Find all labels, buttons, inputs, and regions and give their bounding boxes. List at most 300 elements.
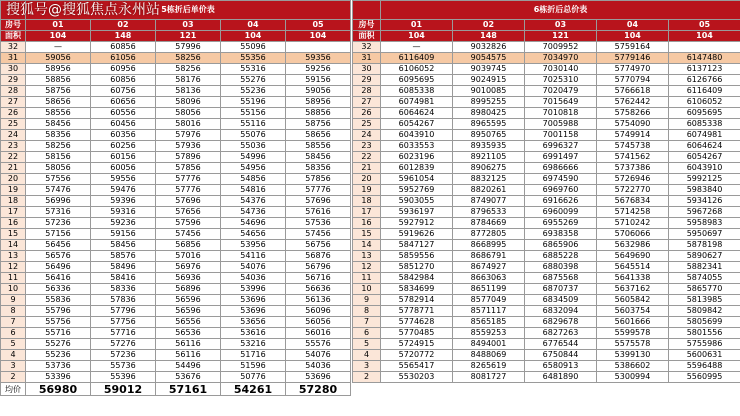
price-cell: 53676: [156, 372, 221, 383]
price-cell: 57776: [156, 174, 221, 185]
table-row: [1, 163, 351, 174]
price-cell: 57616: [286, 207, 351, 218]
price-cell: 5958983: [669, 218, 740, 229]
price-cell: 6750844: [525, 350, 597, 361]
table-row: [1, 196, 351, 207]
price-cell: 58756: [286, 119, 351, 130]
unit-header: 05: [669, 20, 740, 31]
price-cell: 57996: [156, 42, 221, 53]
price-cell: 5834699: [381, 284, 453, 295]
price-cell: 5749914: [597, 130, 669, 141]
price-cell: 6054267: [669, 152, 740, 163]
price-cell: 60856: [91, 75, 156, 86]
price-cell: 57856: [156, 163, 221, 174]
price-cell: 59476: [91, 185, 156, 196]
price-cell: 58016: [156, 119, 221, 130]
price-cell: 5596488: [669, 361, 740, 372]
price-cell: 58656: [26, 97, 91, 108]
floor-cell: 5: [1, 339, 26, 350]
price-cell: 8488069: [453, 350, 525, 361]
floor-cell: 3: [353, 361, 381, 372]
price-cell: 58096: [156, 97, 221, 108]
price-cell: 60856: [91, 42, 156, 53]
price-cell: 60956: [91, 64, 156, 75]
table-row: [353, 372, 740, 383]
price-cell: 60756: [91, 86, 156, 97]
price-cell: 58416: [91, 273, 156, 284]
price-cell: 58556: [26, 108, 91, 119]
price-cell: 53956: [221, 240, 286, 251]
price-cell: 58356: [26, 130, 91, 141]
price-cell: 6986666: [525, 163, 597, 174]
table-row: [1, 372, 351, 383]
price-cell: 56936: [156, 273, 221, 284]
floor-cell: 25: [353, 119, 381, 130]
price-cell: 5770794: [597, 75, 669, 86]
area-label: 面积: [1, 31, 26, 42]
price-cell: 53996: [221, 284, 286, 295]
price-cell: 8559253: [453, 328, 525, 339]
table-row: [1, 262, 351, 273]
floor-cell: 15: [353, 229, 381, 240]
price-cell: 5575578: [597, 339, 669, 350]
floor-cell: 6: [353, 328, 381, 339]
price-cell: 56896: [156, 284, 221, 295]
price-cell: 58356: [286, 163, 351, 174]
price-cell: 58336: [91, 284, 156, 295]
floor-cell: 14: [353, 240, 381, 251]
floor-cell: 3: [1, 361, 26, 372]
price-cell: 60156: [91, 152, 156, 163]
table-row: [1, 64, 351, 75]
price-cell: 58556: [286, 141, 351, 152]
price-cell: 6023196: [381, 152, 453, 163]
floor-cell: 4: [1, 350, 26, 361]
area-header: 148: [453, 31, 525, 42]
price-cell: 6880398: [525, 262, 597, 273]
floor-cell: 30: [353, 64, 381, 75]
floor-cell: 31: [1, 53, 26, 64]
table-row: [1, 119, 351, 130]
price-cell: 55036: [221, 141, 286, 152]
table-row: [1, 306, 351, 317]
price-cell: 5779146: [597, 53, 669, 64]
price-cell: 5847127: [381, 240, 453, 251]
average-cell: 57161: [156, 383, 221, 396]
price-cell: 5961054: [381, 174, 453, 185]
price-cell: 54996: [221, 152, 286, 163]
header-area-row: [1, 31, 351, 42]
price-cell: 8995255: [453, 97, 525, 108]
price-cell: 5759164: [597, 42, 669, 53]
floor-cell: 23: [353, 141, 381, 152]
price-cell: 59256: [286, 64, 351, 75]
price-cell: 5565417: [381, 361, 453, 372]
price-cell: 56976: [156, 262, 221, 273]
price-cell: 5603754: [597, 306, 669, 317]
price-cell: 56016: [286, 328, 351, 339]
table-row: [353, 97, 740, 108]
price-cell: 54116: [221, 251, 286, 262]
average-row: [1, 383, 351, 396]
price-cell: 6095695: [669, 108, 740, 119]
price-cell: 6116409: [381, 53, 453, 64]
price-cell: 55836: [26, 295, 91, 306]
floor-cell: 28: [1, 86, 26, 97]
price-cell: 6064624: [669, 141, 740, 152]
table-row: [353, 130, 740, 141]
price-cell: 6829678: [525, 317, 597, 328]
price-cell: 5950697: [669, 229, 740, 240]
table-row: [353, 185, 740, 196]
price-cell: 5724915: [381, 339, 453, 350]
price-cell: 5774970: [597, 64, 669, 75]
price-cell: 5645514: [597, 262, 669, 273]
price-cell: 59316: [91, 207, 156, 218]
price-cell: 55096: [221, 42, 286, 53]
price-cell: 56756: [286, 240, 351, 251]
floor-cell: 19: [353, 185, 381, 196]
price-cell: 58656: [286, 130, 351, 141]
price-cell: 56116: [156, 350, 221, 361]
price-cell: 58956: [286, 97, 351, 108]
table-row: [1, 273, 351, 284]
price-cell: 5706066: [597, 229, 669, 240]
price-cell: 55316: [221, 64, 286, 75]
price-cell: 5903055: [381, 196, 453, 207]
table-row: [1, 284, 351, 295]
table-row: [1, 174, 351, 185]
price-cell: 7034970: [525, 53, 597, 64]
price-cell: 60456: [91, 119, 156, 130]
price-cell: 57476: [26, 185, 91, 196]
price-cell: 8081727: [453, 372, 525, 383]
price-cell: 53656: [221, 317, 286, 328]
price-cell: 5805699: [669, 317, 740, 328]
price-cell: 8784669: [453, 218, 525, 229]
price-cell: 8820261: [453, 185, 525, 196]
floor-cell: 26: [1, 108, 26, 119]
price-cell: 7020479: [525, 86, 597, 97]
table-row: [353, 350, 740, 361]
price-cell: 57836: [91, 295, 156, 306]
header-unit-row: [1, 20, 351, 31]
price-cell: 6085338: [669, 119, 740, 130]
price-cell: 6955269: [525, 218, 597, 229]
price-cell: 56056: [286, 317, 351, 328]
unit-header: 04: [597, 20, 669, 31]
price-cell: 59156: [286, 75, 351, 86]
price-cell: 8668995: [453, 240, 525, 251]
price-cell: 5778771: [381, 306, 453, 317]
table-row: [353, 174, 740, 185]
price-cell: 5599578: [597, 328, 669, 339]
price-cell: 7009952: [525, 42, 597, 53]
floor-cell: 26: [353, 108, 381, 119]
average-cell: 54261: [221, 383, 286, 396]
price-cell: 59156: [91, 229, 156, 240]
price-cell: 55356: [221, 53, 286, 64]
floor-cell: 14: [1, 240, 26, 251]
floor-cell: 11: [1, 273, 26, 284]
price-cell: 6580913: [525, 361, 597, 372]
price-cell: 53696: [221, 306, 286, 317]
area-header: 121: [525, 31, 597, 42]
floor-cell: 32: [1, 42, 26, 53]
title-spacer: [353, 1, 381, 20]
price-cell: 57536: [286, 218, 351, 229]
price-cell: 8935935: [453, 141, 525, 152]
price-cell: 6974590: [525, 174, 597, 185]
table-row: [1, 328, 351, 339]
price-cell: 56876: [286, 251, 351, 262]
price-cell: 56456: [26, 240, 91, 251]
floor-cell: 10: [1, 284, 26, 295]
price-cell: 58456: [286, 152, 351, 163]
price-cell: 54956: [221, 163, 286, 174]
area-header: 104: [597, 31, 669, 42]
table-row: [353, 64, 740, 75]
price-cell: 8674927: [453, 262, 525, 273]
price-cell: 5890627: [669, 251, 740, 262]
price-cell: 58856: [26, 75, 91, 86]
price-cell: 50776: [221, 372, 286, 383]
price-cell: 56576: [26, 251, 91, 262]
floor-cell: 13: [1, 251, 26, 262]
price-cell: 8749077: [453, 196, 525, 207]
table-row: [353, 251, 740, 262]
floor-cell: 20: [353, 174, 381, 185]
price-cell: 58056: [156, 108, 221, 119]
price-cell: 57936: [156, 141, 221, 152]
price-cell: 60256: [91, 141, 156, 152]
table-row: [1, 97, 351, 108]
price-cell: 57156: [26, 229, 91, 240]
price-cell: 5927912: [381, 218, 453, 229]
header-area-row: [353, 31, 740, 42]
price-cell: 6776544: [525, 339, 597, 350]
price-cell: 6832094: [525, 306, 597, 317]
table-row: [1, 229, 351, 240]
floor-cell: 9: [353, 295, 381, 306]
price-cell: 5874055: [669, 273, 740, 284]
table-row: [1, 251, 351, 262]
price-cell: 58856: [286, 108, 351, 119]
price-cell: 55576: [286, 339, 351, 350]
price-cell: 5766618: [597, 86, 669, 97]
price-cell: 8686791: [453, 251, 525, 262]
floor-cell: 25: [1, 119, 26, 130]
price-cell: [286, 42, 351, 53]
price-cell: 59396: [91, 196, 156, 207]
floor-cell: 21: [353, 163, 381, 174]
price-cell: 6870737: [525, 284, 597, 295]
price-cell: 55236: [26, 350, 91, 361]
price-cell: [669, 42, 740, 53]
price-cell: 7030140: [525, 64, 597, 75]
floor-cell: 4: [353, 350, 381, 361]
watermark-text: 搜狐号@搜狐焦点永州站: [6, 2, 160, 18]
average-label: 均价: [1, 383, 26, 396]
price-cell: 8663063: [453, 273, 525, 284]
floor-cell: 31: [353, 53, 381, 64]
floor-cell: 12: [353, 262, 381, 273]
price-cell: 57776: [156, 185, 221, 196]
floor-cell: 11: [353, 273, 381, 284]
table-row: [1, 86, 351, 97]
floor-cell: 2: [353, 372, 381, 383]
price-cell: 6106052: [669, 97, 740, 108]
floor-cell: 30: [1, 64, 26, 75]
price-cell: 56596: [156, 306, 221, 317]
price-cell: 53616: [221, 328, 286, 339]
table-row: [353, 152, 740, 163]
price-cell: 57696: [286, 196, 351, 207]
price-cell: 6074981: [381, 97, 453, 108]
price-cell: 54656: [221, 229, 286, 240]
price-cell: 57716: [91, 328, 156, 339]
price-cell: 57896: [156, 152, 221, 163]
price-cell: 54076: [286, 350, 351, 361]
price-cell: 55196: [221, 97, 286, 108]
price-cell: 57316: [26, 207, 91, 218]
floor-cell: 23: [1, 141, 26, 152]
price-cell: 60056: [91, 163, 156, 174]
floor-cell: 22: [353, 152, 381, 163]
price-cell: 5983840: [669, 185, 740, 196]
area-label: 面积: [353, 31, 381, 42]
price-cell: 57976: [156, 130, 221, 141]
average-cell: 59012: [91, 383, 156, 396]
price-cell: 6095695: [381, 75, 453, 86]
floor-cell: 21: [1, 163, 26, 174]
floor-cell: 22: [1, 152, 26, 163]
table-row: [353, 317, 740, 328]
price-cell: 6834509: [525, 295, 597, 306]
table-row: [1, 295, 351, 306]
price-cell: 5770485: [381, 328, 453, 339]
house-number-label: 房号: [353, 20, 381, 31]
floor-cell: 8: [353, 306, 381, 317]
floor-cell: 15: [1, 229, 26, 240]
table-row: [1, 317, 351, 328]
price-cell: 58576: [91, 251, 156, 262]
price-cell: 5726946: [597, 174, 669, 185]
table-row: [1, 130, 351, 141]
floor-cell: 7: [1, 317, 26, 328]
table-row: [1, 207, 351, 218]
price-cell: 57696: [156, 196, 221, 207]
price-cell: 5934126: [669, 196, 740, 207]
price-cell: 8265619: [453, 361, 525, 372]
price-cell: 59356: [286, 53, 351, 64]
price-cell: 54496: [156, 361, 221, 372]
price-cell: 58256: [156, 64, 221, 75]
table-row: [353, 295, 740, 306]
price-cell: 57796: [91, 306, 156, 317]
building-6-total-price-table: [352, 0, 740, 383]
price-cell: 5637162: [597, 284, 669, 295]
price-cell: 56116: [156, 339, 221, 350]
price-cell: 58156: [26, 152, 91, 163]
price-cell: 5859556: [381, 251, 453, 262]
price-cell: 5560995: [669, 372, 740, 383]
price-cell: 54036: [286, 361, 351, 372]
price-cell: 5967268: [669, 207, 740, 218]
price-cell: 6865906: [525, 240, 597, 251]
price-cell: 55796: [26, 306, 91, 317]
house-number-label: 房号: [1, 20, 26, 31]
floor-cell: 13: [353, 251, 381, 262]
price-cell: 58496: [91, 262, 156, 273]
price-cell: 6969760: [525, 185, 597, 196]
floor-cell: 27: [1, 97, 26, 108]
table-row: [1, 75, 351, 86]
table-row: [353, 273, 740, 284]
price-cell: 8565185: [453, 317, 525, 328]
price-cell: 58056: [26, 163, 91, 174]
table-row: [1, 361, 351, 372]
price-cell: 60656: [91, 97, 156, 108]
price-cell: 59556: [91, 174, 156, 185]
price-cell: 55736: [91, 361, 156, 372]
price-cell: 8950765: [453, 130, 525, 141]
price-cell: 6043910: [669, 163, 740, 174]
floor-cell: 19: [1, 185, 26, 196]
price-cell: 56536: [156, 328, 221, 339]
price-cell: 5737386: [597, 163, 669, 174]
table-row: [353, 196, 740, 207]
table-row: [353, 207, 740, 218]
price-cell: 5936197: [381, 207, 453, 218]
price-cell: 55116: [221, 119, 286, 130]
price-cell: 6126766: [669, 75, 740, 86]
price-cell: 56556: [156, 317, 221, 328]
table-row: [353, 218, 740, 229]
table-row: [353, 108, 740, 119]
unit-header: 04: [221, 20, 286, 31]
area-header: 121: [156, 31, 221, 42]
table-title-row: [353, 1, 740, 20]
table-row: [353, 141, 740, 152]
floor-cell: 29: [1, 75, 26, 86]
price-cell: 8906275: [453, 163, 525, 174]
price-cell: 54736: [221, 207, 286, 218]
price-cell: —: [26, 42, 91, 53]
table-row: [353, 53, 740, 64]
floor-cell: 2: [1, 372, 26, 383]
price-cell: 58456: [91, 240, 156, 251]
table-row: [353, 240, 740, 251]
price-cell: 6064624: [381, 108, 453, 119]
price-cell: 58256: [156, 53, 221, 64]
table-row: [353, 328, 740, 339]
price-cell: 6106052: [381, 64, 453, 75]
price-cell: 59236: [91, 218, 156, 229]
price-cell: 5882341: [669, 262, 740, 273]
price-cell: 58756: [26, 86, 91, 97]
price-cell: 60556: [91, 108, 156, 119]
floor-cell: 27: [353, 97, 381, 108]
table-row: [353, 306, 740, 317]
price-cell: 5758266: [597, 108, 669, 119]
price-cell: 55276: [26, 339, 91, 350]
price-cell: 55716: [26, 328, 91, 339]
price-cell: 6033553: [381, 141, 453, 152]
price-cell: 8494001: [453, 339, 525, 350]
floor-cell: 32: [353, 42, 381, 53]
table-title: 6栋折后总价表: [381, 1, 740, 20]
